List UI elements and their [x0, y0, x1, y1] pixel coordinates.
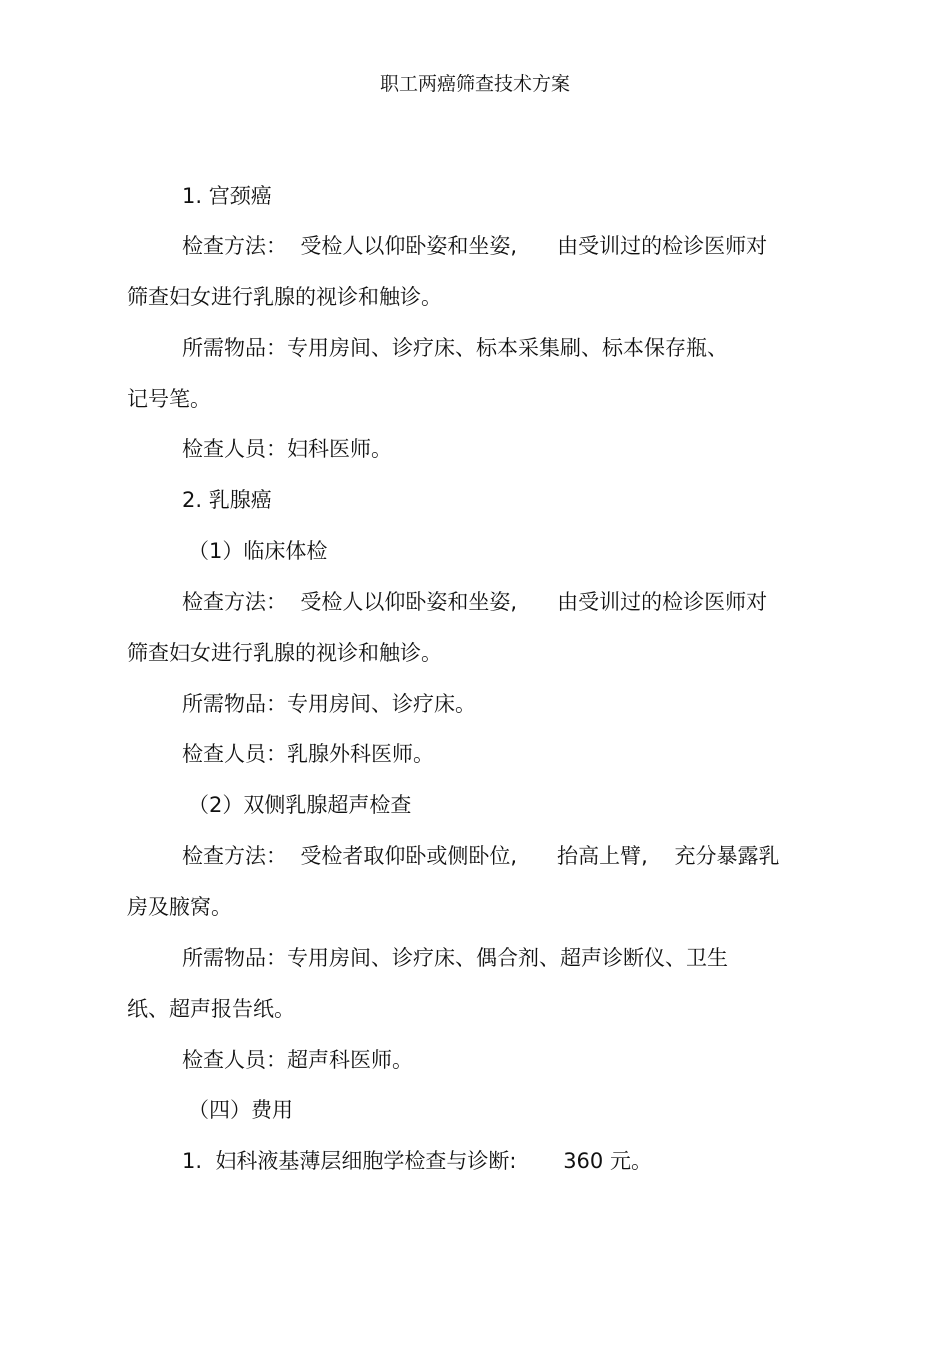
section-heading-fees: （四）费用	[188, 1098, 293, 1122]
paragraph-line: 所需物品：专用房间、诊疗床。	[182, 692, 476, 716]
paragraph-line: 检查人员：妇科医师。	[182, 437, 392, 461]
subsection-heading-ultrasound: （2）双侧乳腺超声检查	[188, 793, 412, 817]
paragraph-line: 检查方法： 受检者取仰卧或侧卧位, 抬高上臂, 充分暴露乳	[182, 844, 780, 868]
paragraph-line: 所需物品：专用房间、诊疗床、标本采集刷、标本保存瓶、	[182, 336, 728, 360]
section-heading-cervical-cancer: 1. 宫颈癌	[182, 184, 272, 208]
fee-item: 1. 妇科液基薄层细胞学检查与诊断: 360 元。	[182, 1149, 652, 1173]
paragraph-line: 检查方法： 受检人以仰卧姿和坐姿, 由受训过的检诊医师对	[182, 234, 768, 258]
paragraph-line: 筛查妇女进行乳腺的视诊和触诊。	[127, 285, 442, 309]
subsection-heading-clinical-exam: （1）临床体检	[188, 539, 328, 563]
section-heading-breast-cancer: 2. 乳腺癌	[182, 488, 272, 512]
document-title: 职工两癌筛查技术方案	[379, 73, 570, 95]
paragraph-line: 所需物品：专用房间、诊疗床、偶合剂、超声诊断仪、卫生	[182, 946, 728, 970]
paragraph-line: 记号笔。	[127, 387, 211, 411]
paragraph-line: 房及腋窝。	[127, 895, 232, 919]
paragraph-line: 筛查妇女进行乳腺的视诊和触诊。	[127, 641, 442, 665]
paragraph-line: 检查人员：超声科医师。	[182, 1048, 413, 1072]
paragraph-line: 检查方法： 受检人以仰卧姿和坐姿, 由受训过的检诊医师对	[182, 590, 768, 614]
paragraph-line: 纸、超声报告纸。	[127, 997, 295, 1021]
paragraph-line: 检查人员：乳腺外科医师。	[182, 742, 434, 766]
